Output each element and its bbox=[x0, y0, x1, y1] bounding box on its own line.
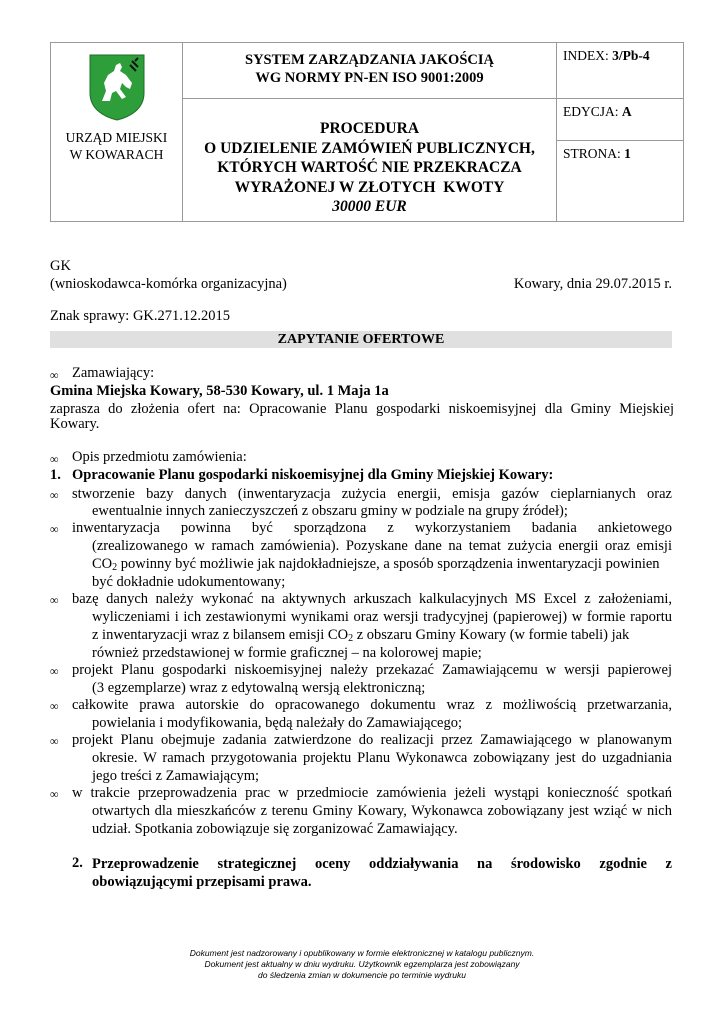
bullet-2-line-2: (zrealizowanego w ramach zamówienia). Pozyskane dane na temat zużycia energii oraz emisji bbox=[92, 538, 672, 554]
co2-subscript: 2 bbox=[112, 562, 118, 573]
item-2-number: 2. bbox=[72, 855, 83, 871]
item-2-line-1: Przeprowadzenie strategicznej oceny oddziaływania na środowisko zgodnie z bbox=[92, 856, 672, 872]
co2-subscript: 2 bbox=[348, 633, 354, 644]
bullet-2-line-3 bbox=[92, 555, 672, 573]
bullet-1-line-1: stworzenie bazy danych (inwentaryzacja zużycia energii, emisja gazów cieplarnianych oraz bbox=[72, 486, 672, 502]
office-line-2: W KOWARACH bbox=[69, 147, 164, 162]
bullet-4-line-2: (3 egzemplarze) wraz z edytowalną wersją elektroniczną; bbox=[92, 680, 426, 696]
procedure-line-3: KTÓRYCH WARTOŚĆ NIE PRZEKRACZA bbox=[217, 159, 522, 176]
document-header bbox=[50, 42, 684, 222]
page-cell bbox=[557, 141, 684, 222]
bullet-4-line-1: projekt Planu gospodarki niskoemisyjnej należy przekazać Zamawiającemu w wersji papierowej bbox=[72, 662, 672, 678]
system-cell bbox=[183, 43, 557, 99]
bullet-2-line-1: inwentaryzacja powinna być sporządzona z wykorzystaniem badania ankietowego bbox=[72, 520, 672, 536]
bullet-3-line-3-start: z inwentaryzacji wraz z bilansem emisji CO bbox=[92, 627, 349, 643]
bullet-icon: ∞ bbox=[50, 452, 59, 466]
scope-label: Opis przedmiotu zamówienia: bbox=[72, 449, 247, 465]
page-footer bbox=[0, 948, 724, 981]
item-1-number: 1. bbox=[50, 467, 61, 483]
edition-value: A bbox=[621, 104, 632, 119]
bullet-icon: ∞ bbox=[50, 734, 59, 748]
bullet-1-line-2: ewentualnie innych zanieczyszczeń z obszaru gminy w podziale na grupy źródeł); bbox=[92, 503, 568, 519]
procedure-line-5: 30000 EUR bbox=[332, 198, 407, 215]
ordering-name: Gmina Miejska Kowary, 58-530 Kowary, ul. 1 Maja 1a bbox=[50, 383, 389, 399]
page-value: 1 bbox=[624, 146, 631, 161]
item-1-title: Opracowanie Planu gospodarki niskoemisyjnej dla Gminy Miejskiej Kowary: bbox=[72, 467, 554, 483]
bullet-3-line-2: wyliczeniami i ich zestawionymi wynikami oraz wersji tradycyjnej (papierowej) w formie raportu bbox=[92, 609, 672, 625]
bullet-7-line-3: udział. Spotkania zobowiązuje się zorganizować Zamawiający. bbox=[92, 821, 458, 837]
bullet-7-line-1: w trakcie przeprowadzenia prac w przedmiocie zamówienia jeżeli wystąpi konieczność spotkań bbox=[72, 785, 672, 801]
procedure-cell bbox=[183, 99, 557, 222]
place-date: Kowary, dnia 29.07.2015 r. bbox=[513, 276, 672, 292]
item-2-line-2: obowiązującymi przepisami prawa. bbox=[92, 874, 312, 890]
index-label: INDEX: bbox=[563, 48, 613, 63]
system-line-2: WG NORMY PN-EN ISO 9001:2009 bbox=[255, 70, 484, 86]
bullet-5-line-2: powielania i modyfikowania, będą należały do Zamawiającego; bbox=[92, 715, 463, 731]
invite-line-1: zaprasza do złożenia ofert na: Opracowanie Planu gospodarki niskoemisyjnej dla Gminy Miejskiej bbox=[50, 401, 674, 417]
bullet-2-line-3-rest: powinny być możliwie jak najdokładniejsze, a sposób sporządzenia inwentaryzacji powinien bbox=[117, 556, 660, 572]
coat-of-arms-horse-icon bbox=[51, 53, 182, 123]
bullet-icon: ∞ bbox=[50, 522, 59, 536]
invite-line-2: Kowary. bbox=[50, 416, 100, 432]
bullet-icon: ∞ bbox=[50, 488, 59, 502]
office-cell bbox=[51, 43, 183, 222]
case-number: Znak sprawy: GK.271.12.2015 bbox=[50, 308, 231, 324]
bullet-6-line-1: projekt Planu obejmuje zadania zatwierdzone do realizacji przez Zamawiającego w planowanym bbox=[72, 732, 672, 748]
bullet-icon: ∞ bbox=[50, 664, 59, 678]
document-title: ZAPYTANIE OFERTOWE bbox=[50, 331, 672, 348]
co2-text: CO bbox=[92, 556, 113, 572]
ordering-label: Zamawiający: bbox=[72, 365, 155, 381]
applicant-description: (wnioskodawca-komórka organizacyjna) bbox=[50, 276, 287, 292]
procedure-line-2: O UDZIELENIE ZAMÓWIEŃ PUBLICZNYCH, bbox=[204, 139, 535, 157]
edition-label: EDYCJA: bbox=[563, 104, 622, 119]
bullet-icon: ∞ bbox=[50, 699, 59, 713]
bullet-6-line-3: jego treści z Zamawiającym; bbox=[92, 768, 260, 784]
footer-line-1: Dokument jest nadzorowany i opublikowany w formie elektronicznej w katalogu publicznym. bbox=[189, 948, 535, 958]
procedure-line-4: WYRAŻONEJ W ZŁOTYCH KWOTY bbox=[234, 178, 505, 196]
footer-line-2: Dokument jest aktualny w dniu wydruku. Użytkownik egzemplarza jest zobowiązany bbox=[204, 959, 520, 969]
system-line-1: SYSTEM ZARZĄDZANIA JAKOŚCIĄ bbox=[245, 52, 494, 68]
bullet-7-line-2: otwartych dla mieszkańców z terenu Gminy Kowary, Wykonawca zobowiązany jest wziąć w nich bbox=[92, 803, 672, 819]
index-cell bbox=[557, 43, 684, 99]
bullet-6-line-2: okresie. W ramach przygotowania projektu Planu Wykonawca zobowiązany jest do uzgadniania bbox=[92, 750, 672, 766]
edition-cell bbox=[557, 99, 684, 141]
bullet-2-line-4: być dokładnie udokumentowany; bbox=[92, 574, 286, 590]
bullet-3-line-3-rest: z obszaru Gminy Kowary (w formie tabeli) jak bbox=[353, 627, 630, 643]
bullet-icon: ∞ bbox=[50, 368, 59, 382]
applicant-code: GK bbox=[50, 258, 71, 274]
bullet-3-line-1: bazę danych należy wykonać na aktywnych arkuszach kalkulacyjnych MS Excel z założeniami, bbox=[72, 591, 672, 607]
bullet-icon: ∞ bbox=[50, 787, 59, 801]
office-line-1: URZĄD MIEJSKI bbox=[65, 130, 168, 145]
procedure-line-1: PROCEDURA bbox=[319, 120, 420, 137]
bullet-3-line-4: również przedstawionej w formie graficznej – na kolorowej mapie; bbox=[92, 645, 482, 661]
bullet-icon: ∞ bbox=[50, 593, 59, 607]
index-value: 3/Pb-4 bbox=[612, 48, 650, 63]
bullet-3-line-3 bbox=[92, 626, 672, 644]
page-label: STRONA: bbox=[563, 146, 625, 161]
footer-line-3: do śledzenia zmian w dokumencie po terminie wydruku bbox=[258, 970, 466, 980]
bullet-5-line-1: całkowite prawa autorskie do opracowanego dokumentu wraz z możliwością przetwarzania, bbox=[72, 697, 672, 713]
